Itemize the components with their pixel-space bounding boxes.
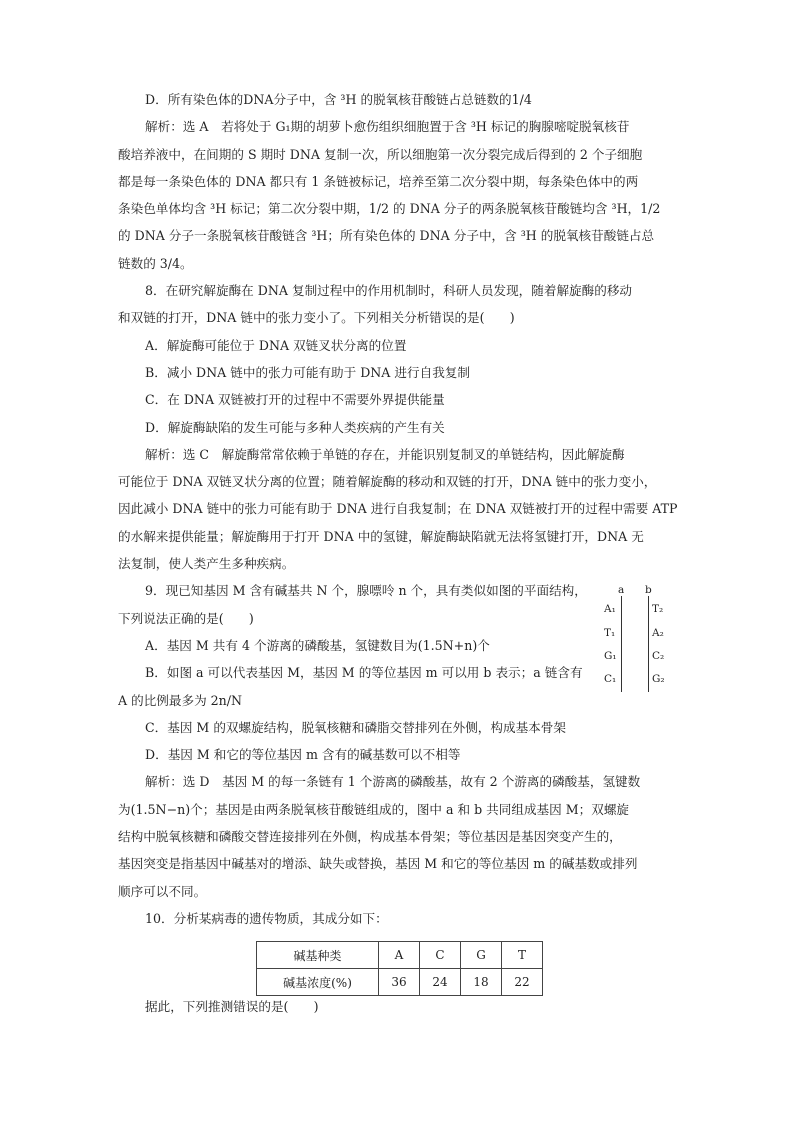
q7-analysis-line: 解析：选 A 若将处于 G₁期的胡萝卜愈伤组织细胞置于含 ³H 标记的胸腺嘧啶脱氧核苷 — [145, 119, 630, 135]
q8-analysis-line: 解析：选 C 解旋酶常常依赖于单链的存在，并能识别复制叉的单链结构，因此解旋酶 — [145, 446, 625, 462]
q7-analysis-line: 条染色单体均含 ³H 标记；第二次分裂中期，1/2 的 DNA 分子的两条脱氧核苷酸链均含 ³H，1/2 — [118, 201, 661, 217]
strand-label-b: b — [645, 584, 652, 596]
table-cell: C — [420, 942, 461, 969]
base-right: A₂ — [652, 627, 664, 639]
q8-analysis-line: 因此减小 DNA 链中的张力可能有助于 DNA 进行自我复制；在 DNA 双链被打开的过程中需要 ATP — [118, 501, 678, 517]
q9-analysis-line: 基因突变是指基因中碱基对的增添、缺失或替换，基因 M 和它的等位基因 m 的碱基数或排列 — [118, 856, 638, 872]
q9-option-b-cont: A 的比例最多为 2n/N — [118, 692, 243, 708]
q8-stem-line: 和双链的打开，DNA 链中的张力变小了。下列相关分析错误的是( ) — [118, 310, 515, 326]
strand-b-line — [648, 596, 649, 692]
q9-analysis-line: 顺序可以不同。 — [118, 883, 207, 899]
document-page — [118, 86, 678, 932]
table-cell: 18 — [461, 969, 502, 996]
q8-analysis-line: 法复制，使人类产生多种疾病。 — [118, 556, 295, 572]
q8-option-c: C．在 DNA 双链被打开的过程中不需要外界提供能量 — [145, 392, 445, 408]
q9-option-d: D．基因 M 和它的等位基因 m 含有的碱基数可以不相等 — [145, 747, 461, 763]
base-left: T₁ — [604, 627, 616, 639]
base-left: C₁ — [604, 673, 617, 685]
q9-option-b: B．如图 a 可以代表基因 M，基因 M 的等位基因 m 可以用 b 表示；a 链含有 — [145, 665, 583, 681]
q7-analysis-line: 的 DNA 分子一条脱氧核苷酸链含 ³H；所有染色体的 DNA 分子中，含 ³H 的脱氧核苷酸链占总 — [118, 228, 655, 244]
q9-stem-line: 9．现已知基因 M 含有碱基共 N 个，腺嘌呤 n 个，具有类似如图的平面结构， — [145, 583, 587, 599]
base-right: C₂ — [652, 650, 665, 662]
table-cell: T — [502, 942, 543, 969]
base-right: G₂ — [652, 673, 665, 685]
table-cell: 24 — [420, 969, 461, 996]
strand-label-a: a — [618, 584, 625, 596]
base-composition-table — [256, 941, 543, 996]
q8-analysis-line: 可能位于 DNA 双链叉状分离的位置；随着解旋酶的移动和双链的打开，DNA 链中的张力变小， — [118, 474, 657, 490]
base-right: T₂ — [652, 603, 664, 615]
q8-option-a: A．解旋酶可能位于 DNA 双链叉状分离的位置 — [145, 337, 407, 353]
q10-question: 据此，下列推测错误的是( ) — [145, 999, 319, 1014]
q7-option-d: D．所有染色体的DNA分子中，含 ³H 的脱氧核苷酸链占总链数的1/4 — [145, 92, 532, 107]
q9-analysis-line: 为(1.5N−n)个；基因是由两条脱氧核苷酸链组成的，图中 a 和 b 共同组成基因 M；双螺旋 — [118, 801, 630, 817]
q9-analysis-line: 解析：选 D 基因 M 的每一条链有 1 个游离的磷酸基，故有 2 个游离的磷酸基，氢键数 — [145, 774, 641, 790]
q9-option-c: C．基因 M 的双螺旋结构，脱氧核糖和磷脂交替排列在外侧，构成基本骨架 — [145, 719, 566, 735]
table-header-label: 碱基种类 — [257, 942, 379, 969]
table-row — [257, 969, 543, 996]
base-left: G₁ — [604, 650, 617, 662]
q10-stem: 10．分析某病毒的遗传物质，其成分如下： — [145, 910, 388, 926]
strand-a-line — [621, 596, 622, 692]
q8-stem-line: 8．在研究解旋酶在 DNA 复制过程中的作用机制时，科研人员发现，随着解旋酶的移动 — [145, 283, 633, 299]
table-cell: G — [461, 942, 502, 969]
table-cell: 22 — [502, 969, 543, 996]
q8-option-b: B．减小 DNA 链中的张力可能有助于 DNA 进行自我复制 — [145, 364, 470, 380]
q9-analysis-line: 结构中脱氧核糖和磷酸交替连接排列在外侧，构成基本骨架；等位基因是基因突变产生的， — [118, 829, 622, 845]
q7-analysis-line: 链数的 3/4。 — [118, 255, 193, 271]
q7-analysis-line: 都是每一条染色体的 DNA 都只有 1 条链被标记，培养至第二次分裂中期，每条染色体中的两 — [118, 173, 639, 189]
q7-analysis-line: 酸培养液中，在间期的 S 期时 DNA 复制一次，所以细胞第一次分裂完成后得到的 2 个子细胞 — [118, 146, 643, 162]
table-cell: A — [379, 942, 420, 969]
table-row-label: 碱基浓度(%) — [257, 969, 379, 996]
q9-stem-line: 下列说法正确的是( ) — [118, 610, 254, 626]
q8-analysis-line: 的水解来提供能量；解旋酶用于打开 DNA 中的氢键，解旋酶缺陷就无法将氢键打开，DNA 无 — [118, 528, 644, 544]
q8-option-d: D．解旋酶缺陷的发生可能与多种人类疾病的产生有关 — [145, 419, 445, 435]
table-cell: 36 — [379, 969, 420, 996]
table-row — [257, 942, 543, 969]
dna-strand-figure — [601, 584, 671, 694]
base-left: A₁ — [604, 603, 616, 615]
q9-option-a: A．基因 M 共有 4 个游离的磷酸基，氢键数目为(1.5N+n)个 — [145, 637, 490, 653]
